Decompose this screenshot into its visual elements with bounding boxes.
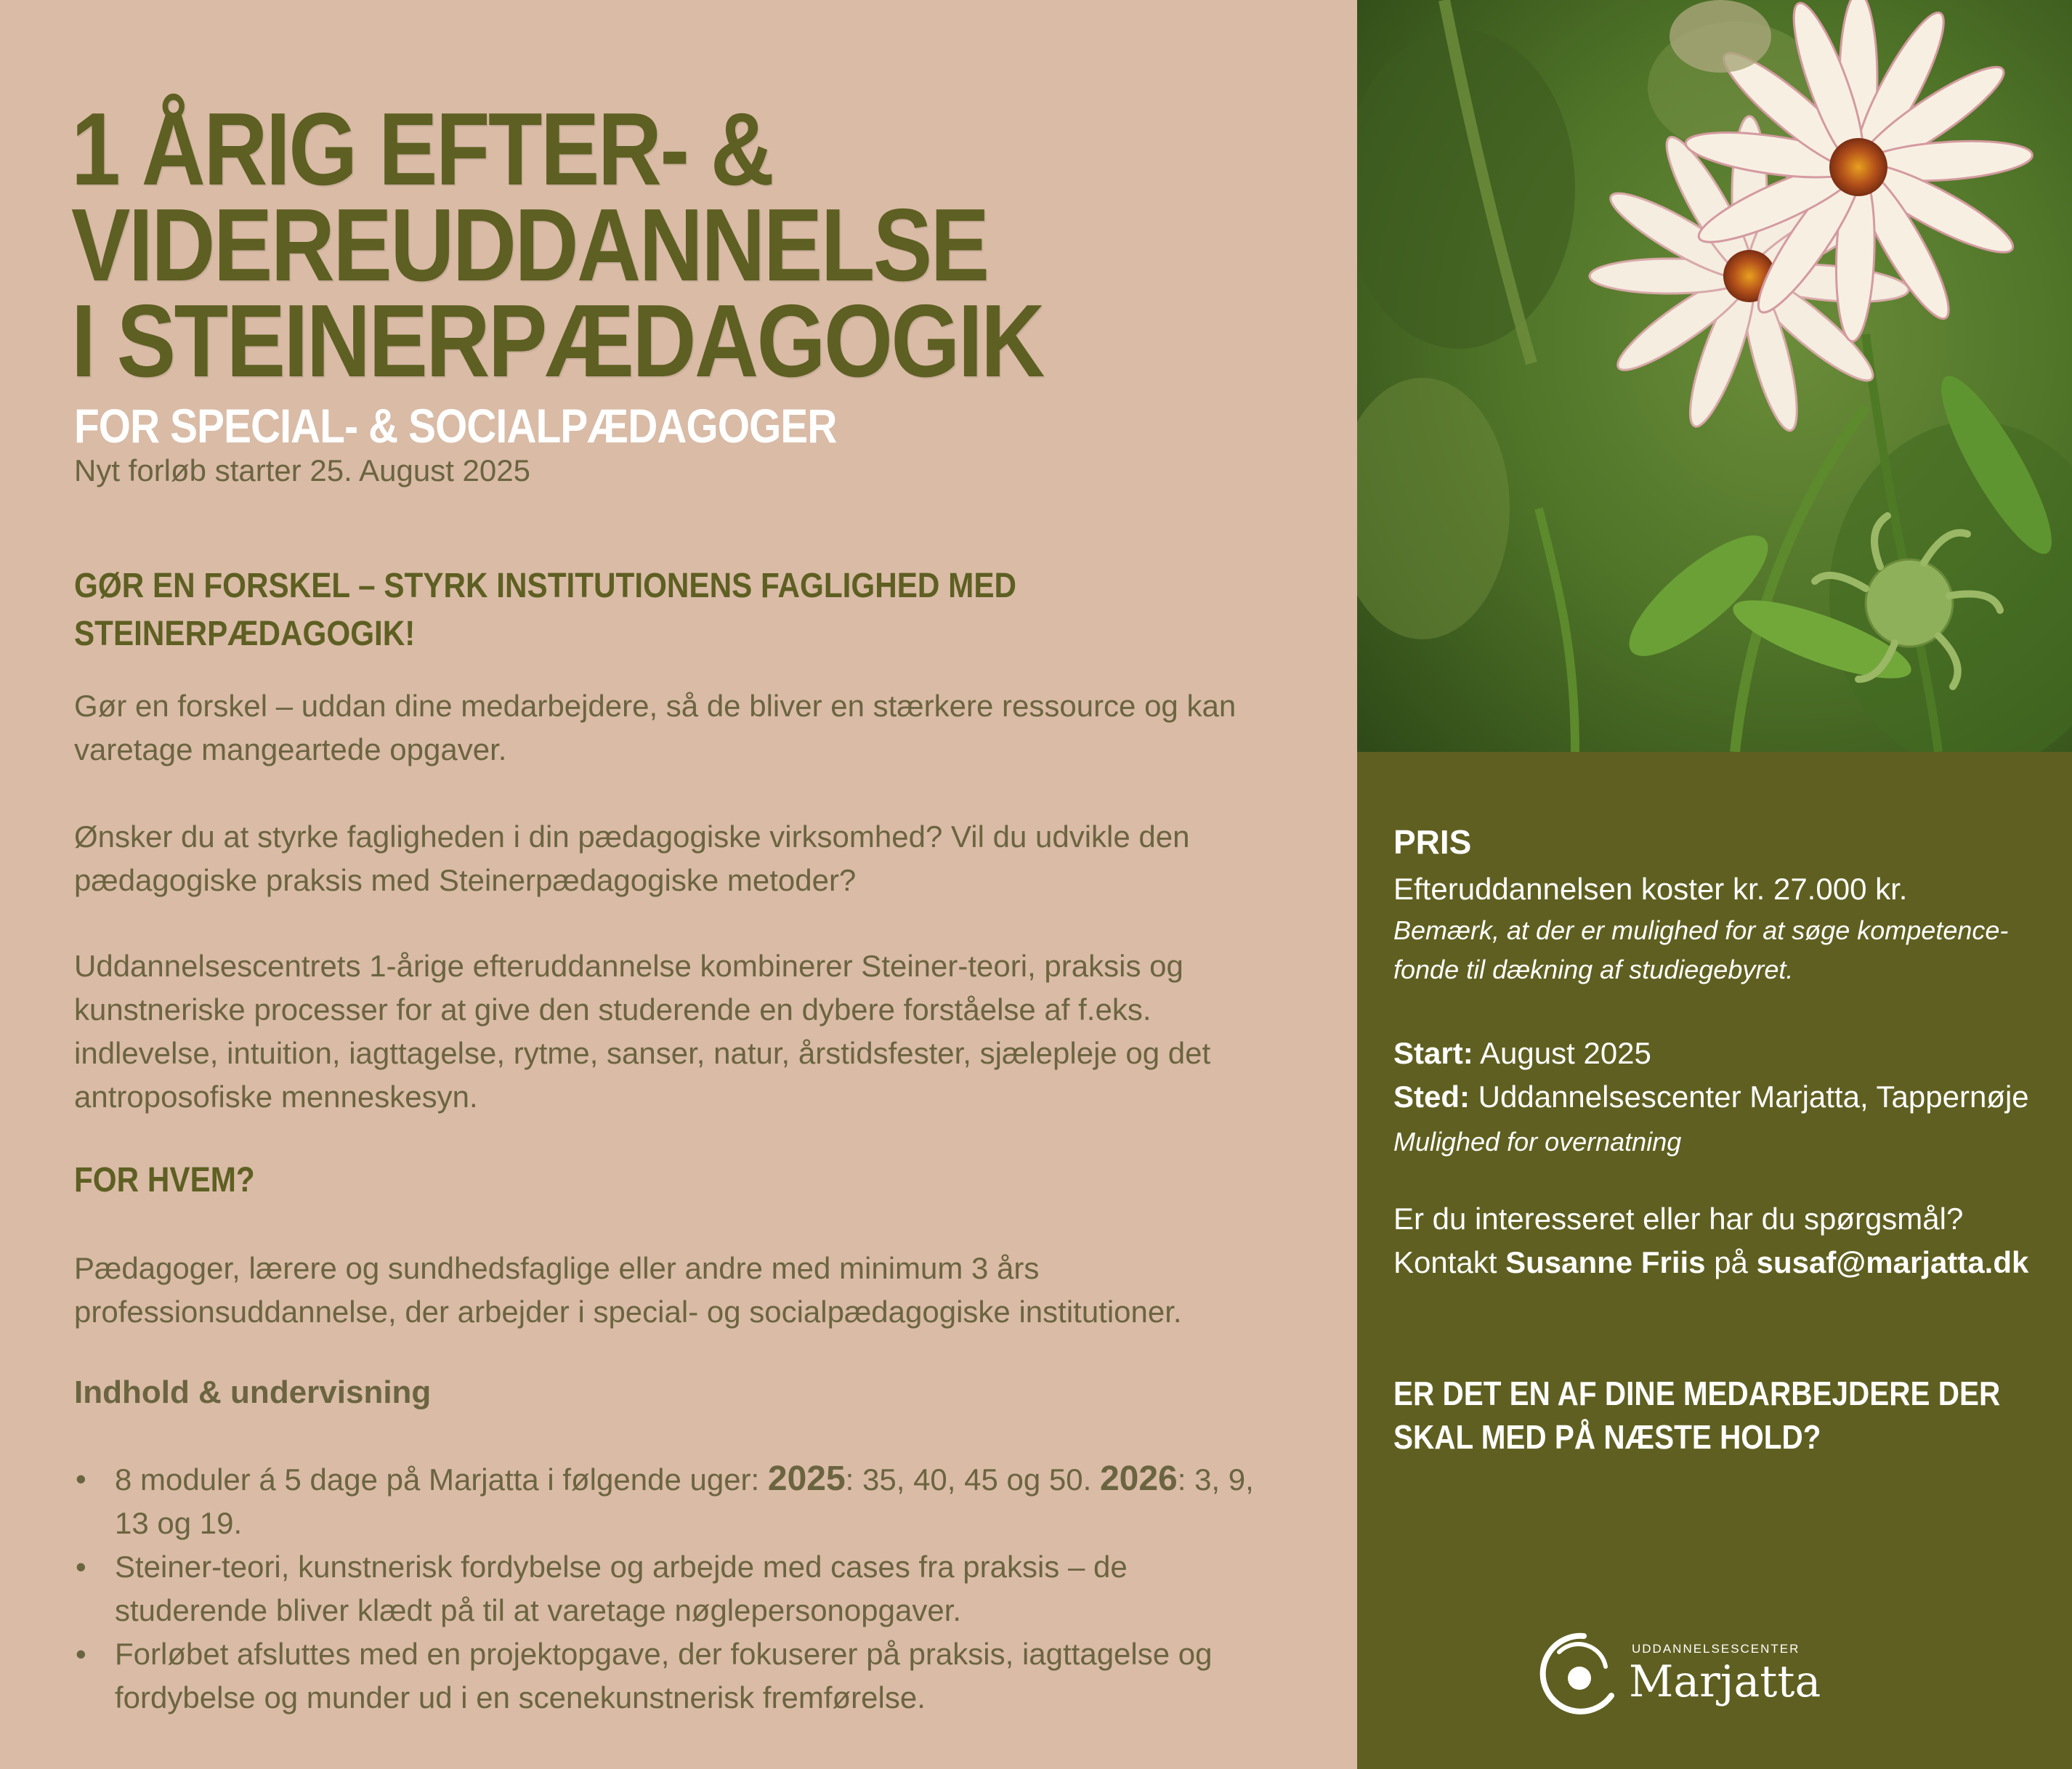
intro-heading (74, 562, 1016, 658)
intro-paragraph-1: Gør en forskel – uddan dine medarbejdere, så de bliver en stærkere ressource og kan varetage mangeartede opgaver. (74, 689, 1237, 766)
start-row (1393, 1032, 2047, 1075)
contact-block (1393, 1197, 2047, 1284)
price-text: Efteruddannelsen koster kr. 27.000 kr. (1393, 872, 1908, 906)
year-2026: 2026 (1099, 1460, 1178, 1498)
price-note: Bemærk, at der er mulighed for at søge kompetence-fonde til dækning af studiegebyret. (1393, 915, 2009, 984)
list-item (74, 1545, 1266, 1632)
call-to-action (1393, 1372, 2000, 1459)
start-and-location (1393, 1032, 2047, 1164)
contact-question: Er du interesseret eller har du spørgsmål? (1393, 1202, 1964, 1236)
title-line-3: I STEINERPÆDAGOGIK (71, 283, 1043, 399)
list-item (74, 1632, 1266, 1720)
contact-email-link[interactable]: susaf@marjatta.dk (1756, 1245, 2029, 1279)
subtitle: FOR SPECIAL- & SOCIALPÆDAGOGER (74, 399, 837, 453)
contact-line: Kontakt Susanne Friis på susaf@marjatta.dk (1393, 1245, 2029, 1279)
cta-line-1: ER DET EN AF DINE MEDARBEJDERE DER (1393, 1375, 2001, 1412)
contact-name: Susanne Friis (1505, 1245, 1706, 1279)
start-label: Start: (1393, 1036, 1473, 1070)
location-value: Uddannelsescenter Marjatta, Tappernøje (1470, 1080, 2029, 1114)
start-date-line: Nyt forløb starter 25. August 2025 (74, 453, 530, 487)
bullet-text: Steiner-teori, kunstnerisk fordybelse og arbejde med cases fra praksis – de studerende bliver klædt på til at varetage nøglepersonopgaver. (115, 1550, 1128, 1627)
indhold-list (74, 1457, 1266, 1720)
cta-line-2: SKAL MED PÅ NÆSTE HOLD? (1393, 1418, 1821, 1456)
indhold-heading: Indhold & undervisning (74, 1375, 432, 1410)
bullet-icon: • (76, 1462, 86, 1496)
marjatta-logo-icon (1539, 1630, 1619, 1725)
logo-subtitle: UDDANNELSESCENTER (1632, 1642, 1800, 1656)
bullet-icon: • (76, 1550, 86, 1584)
intro-heading-line-1: GØR EN FORSKEL – STYRK INSTITUTIONENS FAGLIGHED MED (74, 567, 1017, 605)
module-weeks-2025: : 35, 40, 45 og 50. (845, 1462, 1100, 1497)
overnight-note: Mulighed for overnatning (1393, 1127, 1682, 1157)
flower-photo (1357, 0, 2072, 752)
year-2025: 2025 (767, 1460, 846, 1498)
intro-paragraph-2: Ønsker du at styrke fagligheden i din pædagogiske virksomhed? Vil du udvikle den pædagogiske praksis med Steinerpædagogiske metoder? (74, 819, 1190, 897)
module-weeks-2026: : 3, 9, 13 og 19. (115, 1462, 1254, 1540)
marjatta-logo (1539, 1630, 1829, 1725)
bullet-icon: • (76, 1637, 86, 1671)
title-line-2: VIDEREUDDANNELSE (71, 187, 988, 303)
location-label: Sted: (1393, 1080, 1470, 1114)
list-item (74, 1457, 1266, 1545)
intro-heading-line-2: STEINERPÆDAGOGIK! (74, 615, 416, 653)
main-title (71, 92, 1043, 399)
for-hvem-heading: FOR HVEM? (74, 1161, 255, 1199)
intro-paragraph-3: Uddannelsescentrets 1-årige efteruddannelse kombinerer Steiner-teori, praksis og kunstneriske processer for at give den studerende en dybere forståelse af f.eks. indlevelse, intuition, iagttagelse, rytme, sanser, natur, årstidsfester, sjælepleje og det antroposofiske menneskesyn. (74, 949, 1211, 1114)
bullet-text: Forløbet afsluttes med en projektopgave, der fokuserer på praksis, iagttagelse og fordybelse og munder ud i en scenekunstnerisk fremførelse. (115, 1637, 1213, 1715)
title-line-1: 1 ÅRIG EFTER- & (71, 92, 773, 207)
module-text-pre: 8 moduler á 5 dage på Marjatta i følgende uger: (115, 1462, 768, 1497)
start-value: August 2025 (1473, 1036, 1651, 1070)
for-hvem-text: Pædagoger, lærere og sundhedsfaglige eller andre med minimum 3 års professionsuddannelse, der arbejder i special- og socialpædagogiske institutioner. (74, 1251, 1182, 1329)
location-row (1393, 1075, 2047, 1119)
price-heading: PRIS (1393, 823, 1472, 861)
logo-name: Marjatta (1629, 1656, 1821, 1707)
